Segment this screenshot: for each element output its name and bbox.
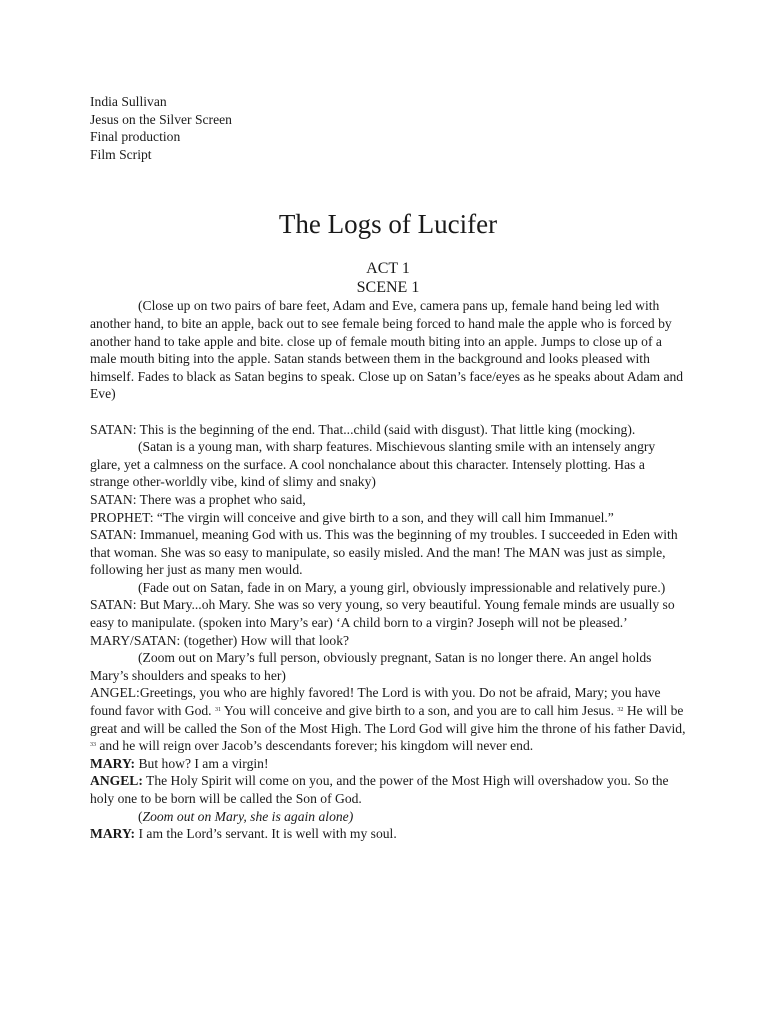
stage-direction: (Satan is a young man, with sharp features. Mischievous slanting smile with an intensely angry glare, yet a calmness on the surface. A cool nonchalance about this character. Intensely plotting. Has a strange other-worldly vibe, kind of slimy and snaky) <box>90 439 656 490</box>
dialogue-text: ANGEL:Greetings, you who are highly favored! The Lord is with you. Do not be afraid, Mary; you have found favor with God. <box>90 685 661 719</box>
paren-open: ( <box>138 808 143 824</box>
stage-direction: (Fade out on Satan, fade in on Mary, a young girl, obviously impressionable and relatively pure.) <box>138 579 666 595</box>
stage-direction: (Close up on two pairs of bare feet, Adam and Eve, camera pans up, female hand being led with another hand, to bite an apple, back out to see female being forced to hand male the apple who is forced by another hand to take apple and bite. close up of female mouth biting into an apple. Jumps to close up of a male mouth biting into the apple. Satan stands between them in the background and looks pleased with himself. Fades to black as Satan begins to speak. Close up on Satan’s face/eyes as he speaks about Adam and Eve) <box>90 298 684 402</box>
scene-heading: SCENE 1 <box>356 279 420 297</box>
spacer <box>90 403 686 421</box>
author-name: India Sullivan <box>90 94 167 109</box>
verse-number: 33 <box>90 742 96 749</box>
dialogue-text: He will be great and will be called the Son of the Most High. The Lord God will give him the throne of his father David, <box>90 703 686 736</box>
dialogue-text: I am the Lord’s servant. It is well with my soul. <box>135 826 397 842</box>
dialogue-line <box>90 772 686 807</box>
dialogue-line <box>90 825 686 843</box>
dialogue-line: MARY/SATAN: (together) How will that look? <box>90 632 350 648</box>
dialogue-line <box>90 684 686 754</box>
dialogue-line: SATAN: There was a prophet who said, <box>90 491 306 507</box>
verse-number: 32 <box>617 707 624 714</box>
dialogue-line: PROPHET: “The virgin will conceive and give birth to a son, and they will call him Immanuel.” <box>90 509 614 525</box>
stage-direction: (Zoom out on Mary’s full person, obviously pregnant, Satan is no longer there. An angel holds Mary’s shoulders and speaks to her) <box>90 650 652 683</box>
stage-direction-text: Zoom out on Mary, she is again alone) <box>142 808 354 824</box>
script-page <box>90 93 686 843</box>
act-heading: ACT 1 <box>366 260 410 278</box>
speaker-name: MARY: <box>90 826 136 842</box>
dialogue-line: SATAN: But Mary...oh Mary. She was so very young, so very beautiful. Young female minds are usually so easy to manipulate. (spoken into Mary’s ear) ‘A child born to a virgin? Joseph will not be pleased.’ <box>90 597 675 631</box>
assignment-name: Final production <box>90 129 181 145</box>
dialogue-line: SATAN: Immanuel, meaning God with us. This was the beginning of my troubles. I succeeded in Eden with that woman. She was so easy to manipulate, so easily misled. And the man! The MAN was just as simple, following her just as many men would. <box>90 527 678 578</box>
stage-direction <box>90 808 686 826</box>
speaker-name: MARY: <box>90 755 136 771</box>
verse-number: 31 <box>214 707 221 714</box>
dialogue-text: You will conceive and give birth to a son, and you are to call him Jesus. <box>220 703 615 719</box>
document-type: Film Script <box>90 146 152 162</box>
speaker-name: ANGEL: <box>90 773 143 789</box>
dialogue-text: and he will reign over Jacob’s descendants forever; his kingdom will never end. <box>96 738 534 754</box>
dialogue-line <box>90 755 686 773</box>
dialogue-line: SATAN: This is the beginning of the end. That...child (said with disgust). That little king (mocking). <box>90 421 636 437</box>
header-block <box>90 93 686 163</box>
script-title: The Logs of Lucifer <box>278 209 498 240</box>
course-name: Jesus on the Silver Screen <box>90 111 232 127</box>
dialogue-text: But how? I am a virgin! <box>135 755 269 771</box>
dialogue-text: The Holy Spirit will come on you, and the power of the Most High will overshadow you. So the holy one to be born will be called the Son of God. <box>90 773 669 806</box>
